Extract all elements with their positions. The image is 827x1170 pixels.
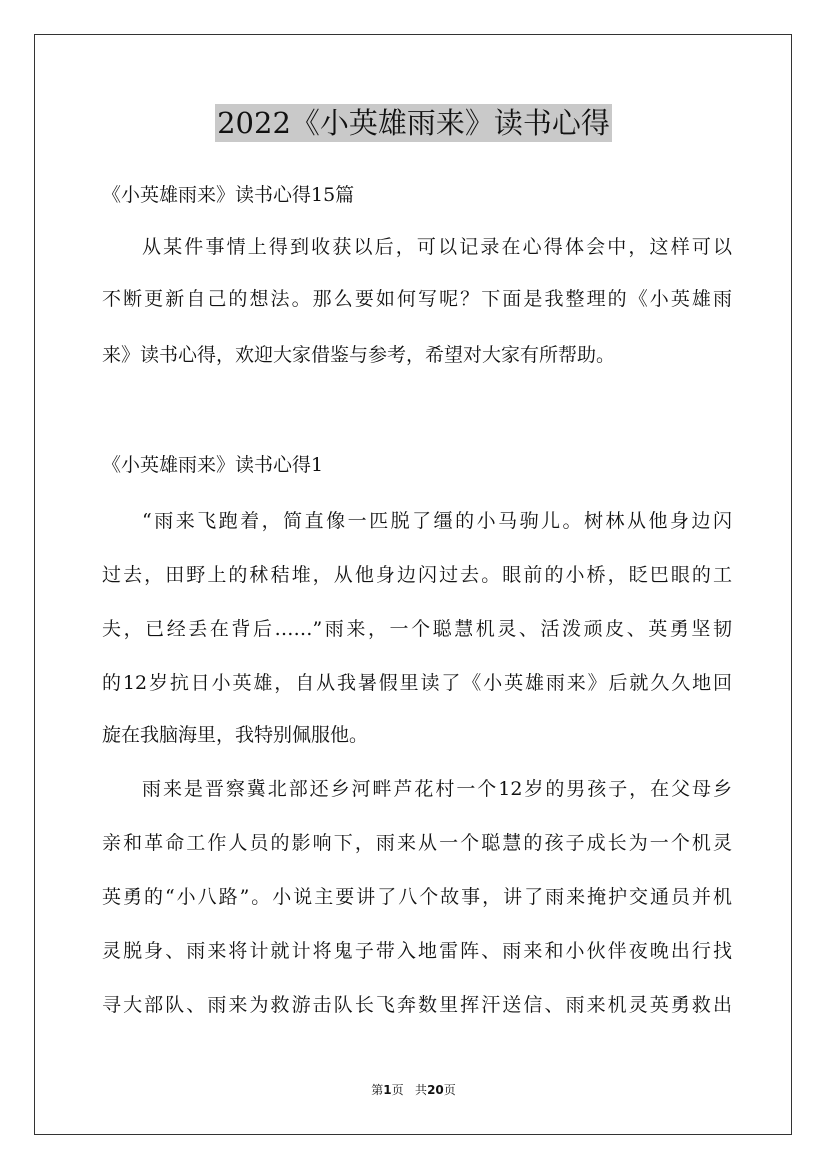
intro-line-1: 从某件事情上得到收获以后，可以记录在心得体会中，这样可以: [142, 236, 732, 258]
intro-line-2: 不断更新自己的想法。那么要如何写呢？下面是我整理的《小英雄雨: [102, 288, 732, 310]
document-subtitle: 《小英雄雨来》读书心得15篇: [102, 184, 355, 206]
para2-line-1: 雨来是晋察冀北部还乡河畔芦花村一个12岁的男孩子，在父母乡: [142, 778, 732, 800]
para1-line-2: 过去，田野上的秫秸堆，从他身边闪过去。眼前的小桥，眨巴眼的工: [102, 564, 732, 586]
page-number: 1: [383, 1083, 392, 1097]
page-suffix: 页: [391, 1083, 404, 1097]
para1-line-1: “雨来飞跑着，简直像一匹脱了缰的小马驹儿。树林从他身边闪: [142, 510, 732, 532]
section-heading: 《小英雄雨来》读书心得1: [102, 454, 324, 476]
para2-line-4: 灵脱身、雨来将计就计将鬼子带入地雷阵、雨来和小伙伴夜晚出行找: [102, 940, 732, 962]
para1-line-3: 夫，已经丢在背后……”雨来，一个聪慧机灵、活泼顽皮、英勇坚韧: [102, 618, 732, 640]
total-prefix: 共: [415, 1083, 428, 1097]
total-suffix: 页: [443, 1083, 456, 1097]
para1-line-4: 的12岁抗日小英雄，自从我暑假里读了《小英雄雨来》后就久久地回: [102, 672, 732, 694]
para2-line-2: 亲和革命工作人员的影响下，雨来从一个聪慧的孩子成长为一个机灵: [102, 832, 732, 854]
intro-line-3: 来》读书心得，欢迎大家借鉴与参考，希望对大家有所帮助。: [102, 344, 616, 366]
page-footer: [0, 1082, 827, 1098]
document-title-text: 2022《小英雄雨来》读书心得: [217, 106, 610, 140]
page-prefix: 第: [371, 1083, 384, 1097]
total-pages: 20: [427, 1083, 444, 1097]
para2-line-5: 寻大部队、雨来为救游击队长飞奔数里挥汗送信、雨来机灵英勇救出: [102, 994, 732, 1016]
para2-line-3: 英勇的“小八路”。小说主要讲了八个故事，讲了雨来掩护交通员并机: [102, 886, 732, 908]
document-title: [0, 98, 827, 148]
para1-line-5: 旋在我脑海里，我特别佩服他。: [102, 724, 369, 746]
